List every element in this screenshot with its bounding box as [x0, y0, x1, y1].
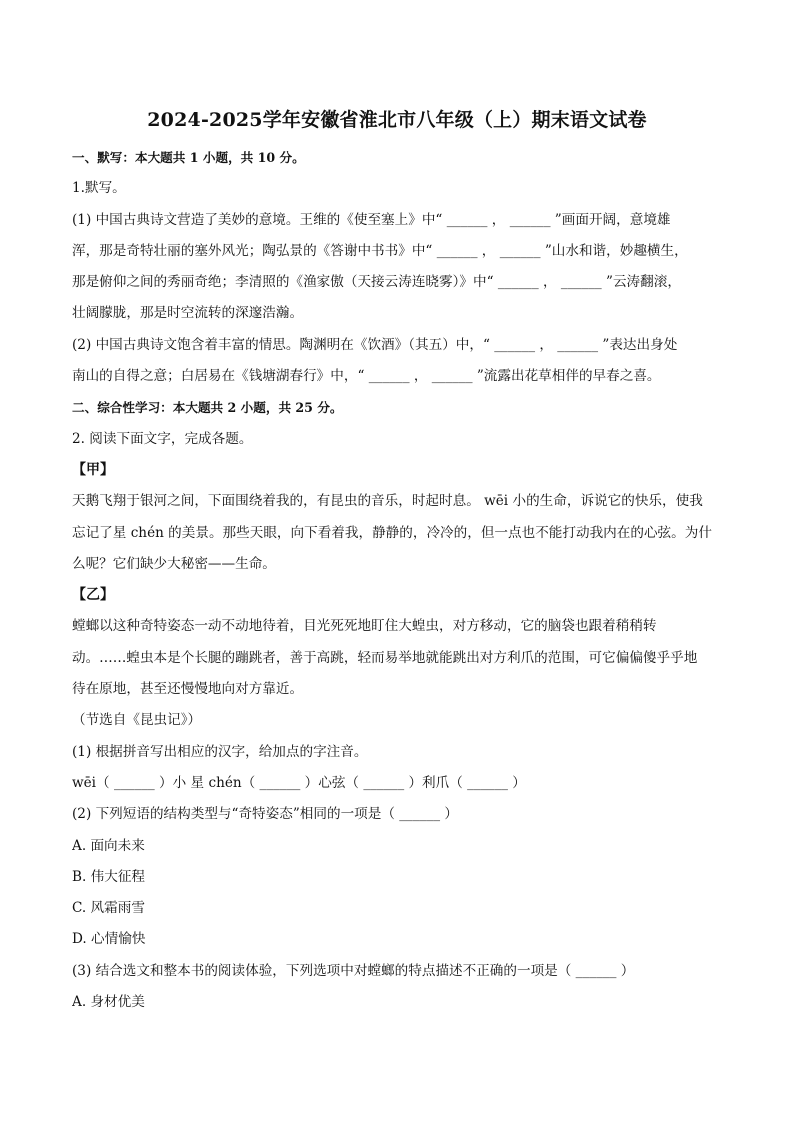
passage-marker: 【甲】: [72, 461, 114, 478]
passage-marker: 【乙】: [72, 587, 114, 604]
text-line: (1) 根据拼音写出相应的汉字，给加点的字注音。: [72, 743, 368, 760]
text-line: 浑，那是奇特壮丽的塞外风光；陶弘景的《答谢中书书》中“ ______ ， ______ ”山水和谐，妙趣横生，: [72, 242, 688, 259]
text-line: 南山的自得之意；白居易在《钱塘湖春行》中，“ ______ ， ______ ”流露出花草相伴的早春之喜。: [72, 368, 661, 385]
text-line: (3) 结合选文和整本书的阅读体验，下列选项中对螳螂的特点描述不正确的一项是（ ______ ）: [72, 962, 635, 979]
text-line: (1) 中国古典诗文营造了美妙的意境。王维的《使至塞上》中“ ______ ， ______ ”画面开阔，意境雄: [72, 211, 671, 228]
text-line: C. 风霜雨雪: [72, 900, 145, 917]
section-heading: 二、综合性学习：本大题共 2 小题，共 25 分。: [72, 400, 343, 416]
text-line: (2) 中国古典诗文饱含着丰富的情思。陶渊明在《饮酒》（其五）中，“ ______ ， ______ ”表达出身处: [72, 336, 678, 353]
text-line: D. 心情愉快: [72, 931, 146, 948]
exam-content: [72, 142, 724, 1018]
text-line: B. 伟大征程: [72, 868, 146, 885]
text-line: A. 面向未来: [72, 837, 145, 854]
text-line: A. 身材优美: [72, 994, 145, 1011]
text-line: 待在原地，甚至还慢慢地向对方靠近。: [72, 681, 304, 698]
text-line: 忘记了星 chén 的美景。那些天眼，向下看着我，静静的，冷冷的，但一点也不能打动我内在的心弦。为什: [72, 524, 712, 541]
text-line: （节选自《昆虫记》）: [72, 712, 202, 729]
text-line: 动。……蝗虫本是个长腿的蹦跳者，善于高跳，轻而易举地就能跳出对方利爪的范围，可它偏偏傻乎乎地: [72, 649, 698, 666]
text-line: 天鹅飞翔于银河之间，下面围绕着我的，有昆虫的音乐，时起时息。 wēi 小的生命，诉说它的快乐，使我: [72, 493, 703, 510]
text-line: 1.默写。: [72, 180, 126, 197]
text-line: 么呢？它们缺少大秘密——生命。: [72, 555, 276, 572]
text-line: 螳螂以这种奇特姿态一动不动地待着，目光死死地盯住大蝗虫，对方移动，它的脑袋也跟着稍稍转: [72, 618, 657, 635]
text-line: (2) 下列短语的结构类型与“奇特姿态”相同的一项是（ ______ ）: [72, 806, 458, 823]
text-line: 壮阔朦胧，那是时空流转的深邃浩瀚。: [72, 305, 304, 322]
text-line: wēi（ ______ ）小 星 chén（ ______ ）心弦（ ______ ）利爪（ ______ ）: [72, 774, 526, 791]
text-line: 那是俯仰之间的秀丽奇绝；李清照的《渔家傲（天接云涛连晓雾）》中“ ______ ， ______ ”云涛翻滚，: [72, 274, 681, 291]
text-line: 2. 阅读下面文字，完成各题。: [72, 430, 253, 447]
page-title: 2024-2025学年安徽省淮北市八年级（上）期末语文试卷: [147, 109, 647, 131]
section-heading: 一、默写：本大题共 1 小题，共 10 分。: [72, 150, 305, 165]
